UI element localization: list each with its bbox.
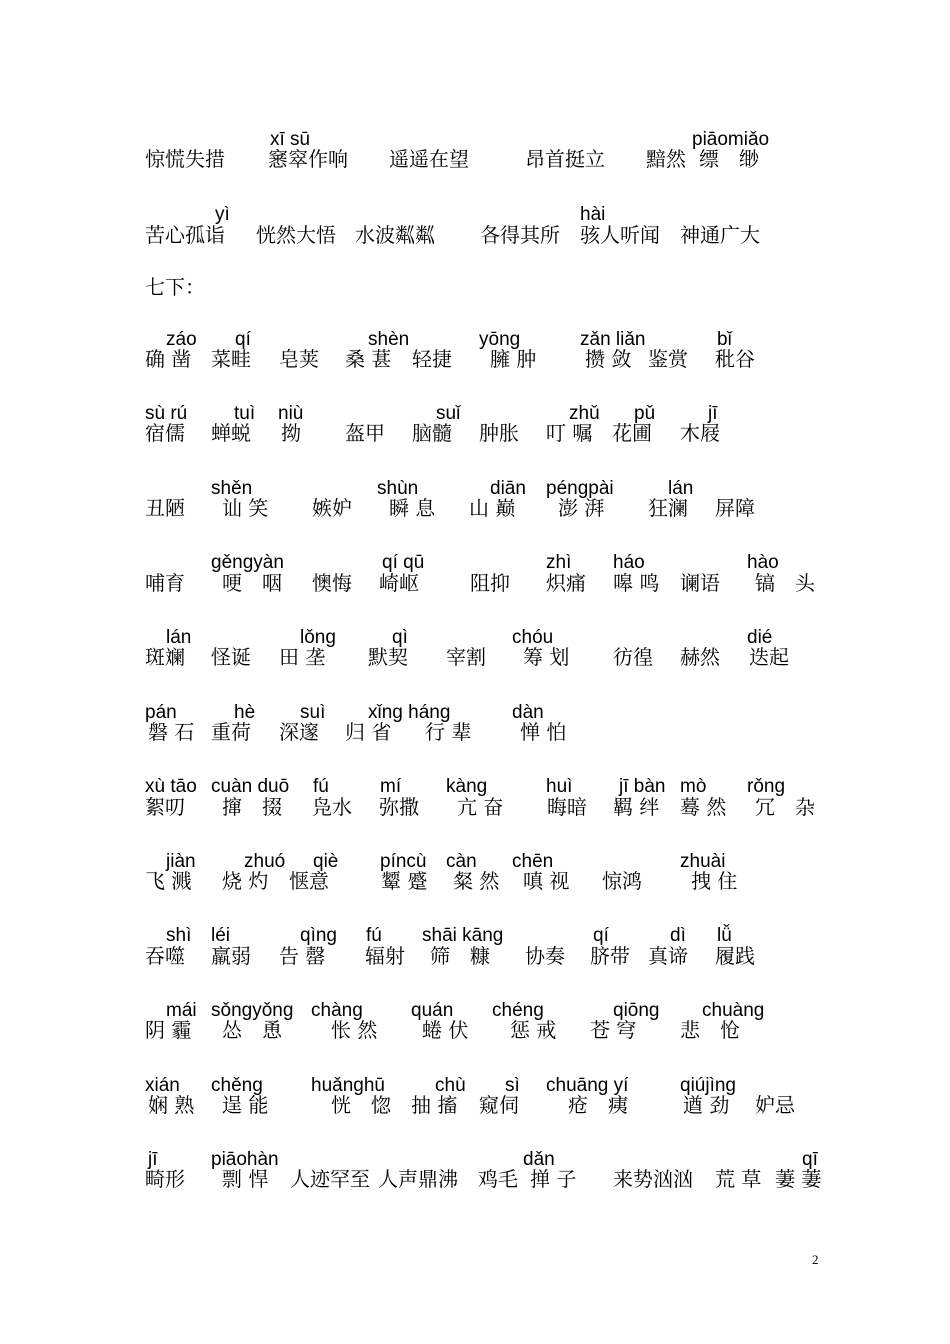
vocabulary-word: 肿胀: [479, 421, 519, 445]
pinyin-annotation: bǐ: [717, 329, 732, 350]
vocabulary-word: 惬意: [289, 869, 329, 893]
pinyin-annotation: yì: [215, 204, 230, 225]
pinyin-annotation: niù: [278, 403, 304, 424]
pinyin-annotation: dì: [670, 925, 686, 946]
vocabulary-word: 鸡毛: [478, 1167, 518, 1191]
vocabulary-word: 疮 痍: [568, 1093, 628, 1117]
pinyin-annotation: hài: [580, 204, 606, 225]
pinyin-annotation: mí: [380, 776, 402, 797]
pinyin-annotation: piāohàn: [211, 1149, 279, 1170]
vocabulary-word: 来势汹汹: [613, 1167, 693, 1191]
pinyin-annotation: jiàn: [166, 851, 196, 872]
pinyin-annotation: lán: [166, 627, 192, 648]
vocabulary-word: 人声鼎沸: [378, 1167, 458, 1191]
vocabulary-word: 怅 然: [331, 1018, 378, 1042]
vocabulary-word: 筛 糠: [430, 944, 490, 968]
vocabulary-word: 哽 咽: [222, 571, 282, 595]
vocabulary-word: 怪诞: [211, 645, 251, 669]
vocabulary-word: 水波粼粼: [355, 223, 435, 247]
vocabulary-word: 协奏: [525, 944, 565, 968]
pinyin-annotation: pán: [145, 702, 177, 723]
pinyin-annotation: píncù: [380, 851, 427, 872]
vocabulary-word: 悲 怆: [680, 1018, 740, 1042]
page-number: 2: [812, 1252, 819, 1267]
pinyin-annotation: dàn: [512, 702, 544, 723]
pinyin-annotation: fú: [313, 776, 329, 797]
pinyin-annotation: qiújìng: [680, 1075, 736, 1096]
vocabulary-word: 澎 湃: [558, 496, 605, 520]
vocabulary-word: 怂 恿: [222, 1018, 282, 1042]
vocabulary-word: 逞 能: [222, 1093, 269, 1117]
vocabulary-word: 絮叨: [145, 795, 185, 819]
vocabulary-word: 磐 石: [148, 720, 195, 744]
vocabulary-word: 阻抑: [470, 571, 510, 595]
pinyin-annotation: xǐng háng: [368, 702, 451, 723]
vocabulary-word: 嫉妒: [312, 496, 352, 520]
vocabulary-word: 凫水: [312, 795, 352, 819]
vocabulary-word: 窸窣作响: [268, 147, 348, 171]
vocabulary-word: 畸形: [145, 1167, 185, 1191]
pinyin-annotation: kàng: [446, 776, 488, 797]
section-heading: 七下：: [145, 275, 205, 299]
vocabulary-word: 弥撒: [379, 795, 419, 819]
pinyin-annotation: qí: [235, 329, 251, 350]
vocabulary-word: 窥伺: [479, 1093, 519, 1117]
vocabulary-word: 木屐: [680, 421, 720, 445]
vocabulary-word: 深邃: [279, 720, 319, 744]
vocabulary-word: 炽痛: [546, 571, 586, 595]
pinyin-annotation: chéng: [492, 1000, 544, 1021]
vocabulary-word: 叮 嘱: [546, 421, 593, 445]
pinyin-annotation: jī: [148, 1149, 158, 1170]
vocabulary-word: 苍 穹: [590, 1018, 637, 1042]
vocabulary-word: 黯然: [646, 147, 686, 171]
vocabulary-word: 惮 怕: [520, 720, 567, 744]
pinyin-annotation: hào: [747, 552, 779, 573]
pinyin-annotation: piāomiǎo: [692, 129, 770, 150]
vocabulary-word: 皂荚: [279, 347, 319, 371]
vocabulary-word: 烧 灼: [222, 869, 269, 893]
pinyin-annotation: càn: [446, 851, 477, 872]
vocabulary-word: 各得其所: [480, 223, 560, 247]
vocabulary-word: 缥 缈: [699, 147, 759, 171]
pinyin-annotation: qiōng: [613, 1000, 660, 1021]
vocabulary-word: 嗔 视: [523, 869, 570, 893]
vocabulary-word: 娴 熟: [148, 1093, 195, 1117]
vocabulary-word: 惊慌失措: [145, 147, 225, 171]
pinyin-annotation: huì: [546, 776, 573, 797]
vocabulary-word: 桑 葚: [345, 347, 392, 371]
vocabulary-word: 拗: [281, 421, 301, 445]
pinyin-annotation: qiè: [313, 851, 339, 872]
vocabulary-word: 亢 奋: [457, 795, 504, 819]
pinyin-annotation: jī: [708, 403, 718, 424]
pinyin-annotation: shěn: [211, 478, 253, 499]
vocabulary-word: 骇人听闻: [580, 223, 660, 247]
pinyin-annotation: dǎn: [523, 1149, 555, 1170]
vocabulary-word: 抽 搐: [411, 1093, 458, 1117]
pinyin-annotation: gěngyàn: [211, 552, 284, 573]
vocabulary-word: 履践: [715, 944, 755, 968]
vocabulary-word: 瞬 息: [389, 496, 436, 520]
pinyin-annotation: shāi kāng: [422, 925, 504, 946]
vocabulary-word: 粲 然: [453, 869, 500, 893]
vocabulary-word: 神通广大: [680, 223, 760, 247]
vocabulary-word: 颦 蹙: [381, 869, 428, 893]
vocabulary-word: 冗 杂: [755, 795, 815, 819]
vocabulary-word: 蝉蜕: [211, 421, 251, 445]
vocabulary-word: 宿儒: [145, 421, 185, 445]
pinyin-annotation: diān: [490, 478, 526, 499]
vocabulary-word: 脐带: [590, 944, 630, 968]
pinyin-annotation: suì: [300, 702, 326, 723]
pinyin-annotation: quán: [411, 1000, 454, 1021]
pinyin-annotation: sù rú: [145, 403, 188, 424]
vocabulary-word: 菜畦: [211, 347, 251, 371]
pinyin-annotation: zhuó: [244, 851, 286, 872]
vocabulary-word: 丑陋: [145, 496, 185, 520]
vocabulary-word: 赫然: [680, 645, 720, 669]
vocabulary-word: 狂澜: [648, 496, 688, 520]
vocabulary-word: 行 辈: [425, 720, 472, 744]
pinyin-annotation: suǐ: [436, 403, 461, 424]
vocabulary-word: 嗥 鸣: [613, 571, 660, 595]
pinyin-annotation: sì: [505, 1075, 520, 1096]
vocabulary-word: 告 罄: [279, 944, 326, 968]
pinyin-annotation: chēn: [512, 851, 554, 872]
vocabulary-word: 辐射: [365, 944, 405, 968]
vocabulary-word: 苦心孤诣: [145, 223, 225, 247]
vocabulary-word: 阴 霾: [145, 1018, 192, 1042]
vocabulary-word: 吞噬: [145, 944, 185, 968]
pinyin-annotation: yōng: [479, 329, 521, 350]
vocabulary-word: 惩 戒: [510, 1018, 557, 1042]
vocabulary-word: 蓦 然: [680, 795, 727, 819]
vocabulary-word: 花圃: [612, 421, 652, 445]
pinyin-annotation: lǚ: [717, 925, 732, 946]
vocabulary-word: 人迹罕至: [290, 1167, 370, 1191]
vocabulary-word: 谰语: [680, 571, 720, 595]
pinyin-annotation: jī bàn: [619, 776, 666, 797]
pinyin-annotation: tuì: [234, 403, 256, 424]
vocabulary-word: 剽 悍: [222, 1167, 269, 1191]
pinyin-annotation: mò: [680, 776, 707, 797]
pinyin-annotation: cuàn duō: [211, 776, 290, 797]
pinyin-annotation: qì: [392, 627, 408, 648]
pinyin-annotation: pǔ: [634, 403, 656, 424]
pinyin-annotation: qìng: [300, 925, 337, 946]
vocabulary-word: 彷徨: [613, 645, 653, 669]
pinyin-annotation: xián: [145, 1075, 180, 1096]
vocabulary-word: 臃 肿: [490, 347, 537, 371]
pinyin-annotation: shèn: [368, 329, 410, 350]
vocabulary-word: 秕谷: [715, 347, 755, 371]
pinyin-annotation: chěng: [211, 1075, 263, 1096]
vocabulary-word: 山 巅: [469, 496, 516, 520]
pinyin-annotation: zhuài: [680, 851, 726, 872]
vocabulary-word: 镐 头: [755, 571, 815, 595]
vocabulary-word: 掸 子: [530, 1167, 577, 1191]
vocabulary-word: 归 省: [345, 720, 392, 744]
vocabulary-word: 羸弱: [211, 944, 251, 968]
pinyin-annotation: zǎn liǎn: [580, 329, 646, 350]
pinyin-annotation: zhì: [546, 552, 572, 573]
vocabulary-word: 重荷: [211, 720, 251, 744]
pinyin-annotation: chàng: [311, 1000, 363, 1021]
vocabulary-word: 哺育: [145, 571, 185, 595]
pinyin-annotation: qī: [802, 1149, 818, 1170]
vocabulary-word: 荒 草: [715, 1167, 762, 1191]
vocabulary-word: 昂首挺立: [525, 147, 605, 171]
pinyin-annotation: xī sū: [270, 129, 311, 150]
pinyin-annotation: xù tāo: [145, 776, 197, 797]
pinyin-annotation: huǎnghū: [311, 1075, 385, 1096]
pinyin-annotation: zhǔ: [569, 403, 600, 424]
vocabulary-word: 宰割: [446, 645, 486, 669]
vocabulary-word: 真谛: [648, 944, 688, 968]
pinyin-annotation: sǒngyǒng: [211, 1000, 294, 1021]
vocabulary-word: 田 垄: [279, 645, 326, 669]
pinyin-annotation: chuàng: [702, 1000, 765, 1021]
pinyin-annotation: lán: [668, 478, 694, 499]
vocabulary-word: 拽 住: [691, 869, 738, 893]
vocabulary-word: 蜷 伏: [422, 1018, 469, 1042]
pinyin-annotation: léi: [211, 925, 231, 946]
pinyin-annotation: hè: [234, 702, 256, 723]
pinyin-annotation: péngpài: [546, 478, 614, 499]
vocabulary-word: 默契: [368, 645, 408, 669]
vocabulary-word: 攒 敛: [585, 347, 632, 371]
pinyin-annotation: qí qū: [382, 552, 425, 573]
vocabulary-word: 讪 笑: [222, 496, 269, 520]
vocabulary-word: 撺 掇: [222, 795, 282, 819]
pinyin-annotation: háo: [613, 552, 645, 573]
pinyin-annotation: chuāng yí: [546, 1075, 629, 1096]
vocabulary-word: 恍 惚: [331, 1093, 391, 1117]
vocabulary-word: 筹 划: [523, 645, 570, 669]
pinyin-annotation: rǒng: [747, 776, 786, 797]
pinyin-annotation: fú: [366, 925, 382, 946]
pinyin-annotation: dié: [747, 627, 773, 648]
vocabulary-word: 斑斓: [145, 645, 185, 669]
pinyin-annotation: shì: [166, 925, 192, 946]
vocabulary-word: 脑髓: [412, 421, 452, 445]
vocabulary-word: 萋 萋: [775, 1167, 822, 1191]
vocabulary-word: 屏障: [715, 496, 755, 520]
vocabulary-word: 惊鸿: [602, 869, 642, 893]
pinyin-annotation: mái: [166, 1000, 197, 1021]
vocabulary-word: 懊悔: [312, 571, 352, 595]
vocabulary-word: 遥遥在望: [389, 147, 469, 171]
vocabulary-word: 确 凿: [145, 347, 192, 371]
vocabulary-word: 鉴赏: [648, 347, 688, 371]
vocabulary-word: 崎岖: [379, 571, 419, 595]
pinyin-annotation: lǒng: [300, 627, 336, 648]
pinyin-annotation: shùn: [377, 478, 419, 499]
vocabulary-word: 恍然大悟: [256, 223, 336, 247]
vocabulary-word: 遒 劲: [683, 1093, 730, 1117]
vocabulary-word: 晦暗: [547, 795, 587, 819]
vocabulary-word: 妒忌: [755, 1093, 795, 1117]
vocabulary-word: 盔甲: [345, 421, 385, 445]
pinyin-annotation: chóu: [512, 627, 554, 648]
vocabulary-word: 羁 绊: [613, 795, 660, 819]
vocabulary-word: 迭起: [749, 645, 789, 669]
vocabulary-word: 轻捷: [412, 347, 452, 371]
pinyin-annotation: chù: [435, 1075, 466, 1096]
pinyin-annotation: záo: [166, 329, 197, 350]
vocabulary-word: 飞 溅: [145, 869, 192, 893]
pinyin-annotation: qí: [593, 925, 609, 946]
